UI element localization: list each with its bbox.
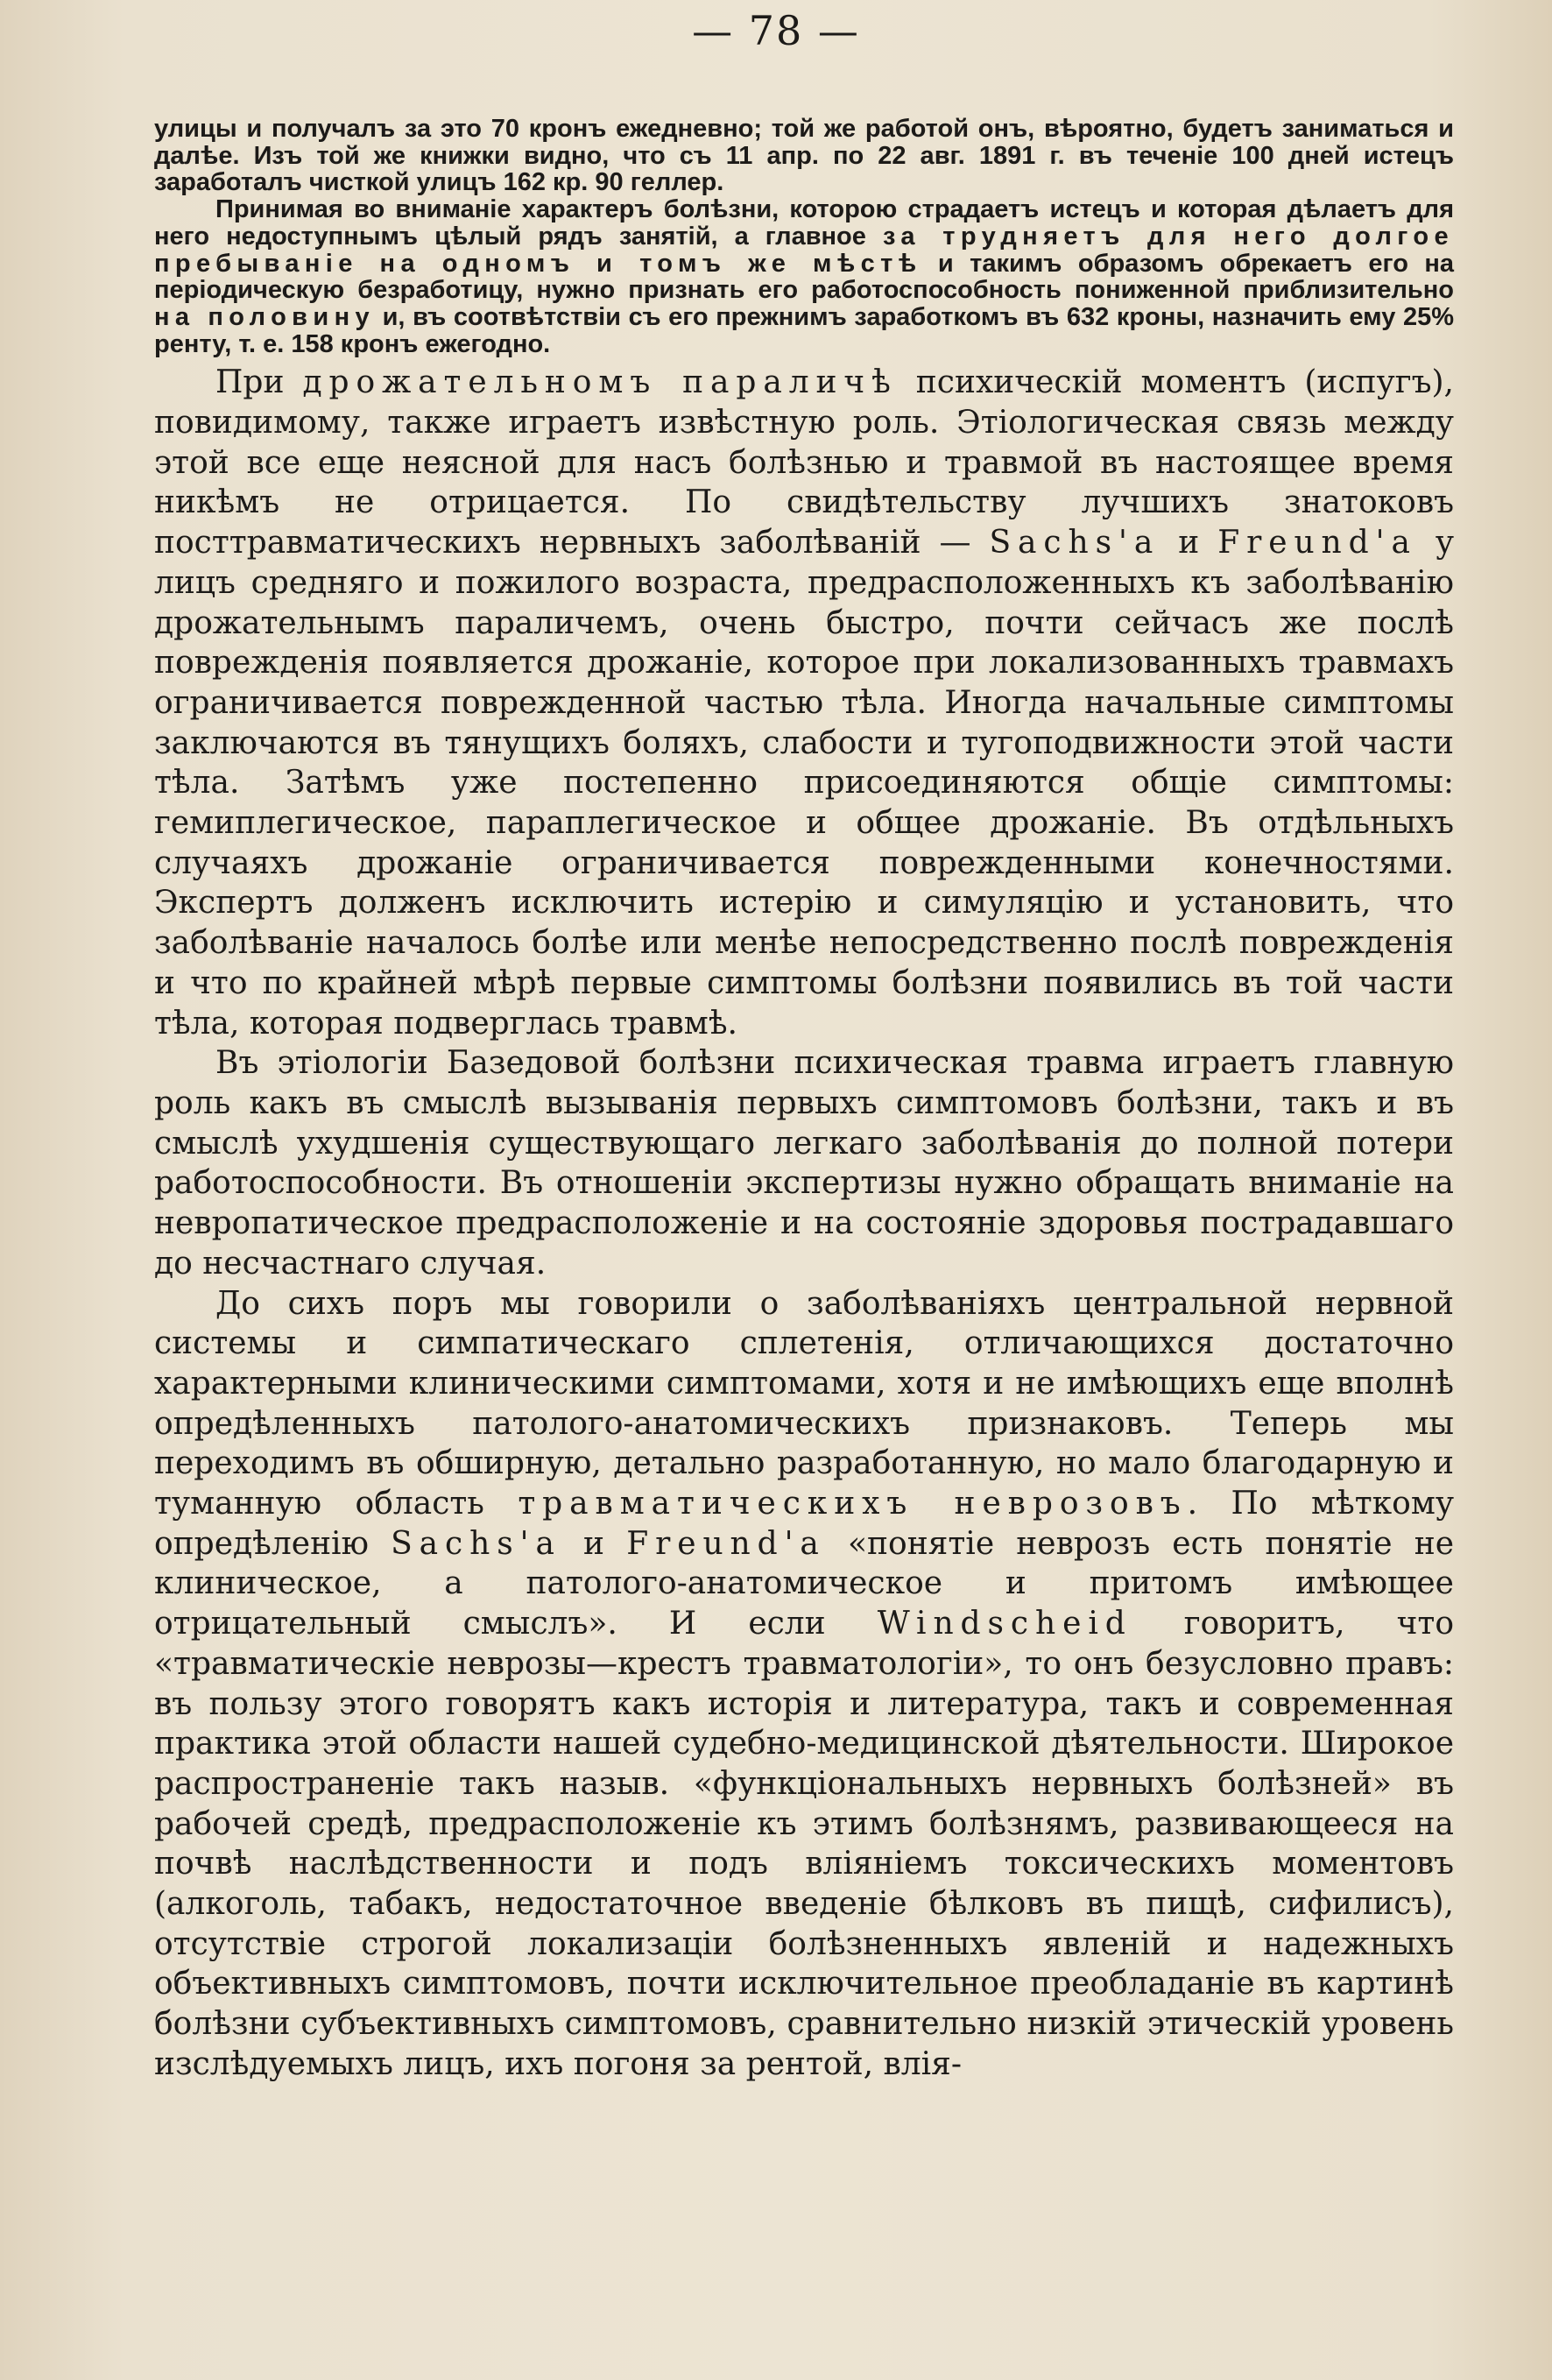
paragraph-5-text-c: и [561,1525,627,1562]
paragraph-1-text: улицы и получалъ за это 70 кронъ ежедневно; той же работой онъ, вѣроятно, будетъ заниматься и далѣе. Изъ той же книжки видно, что съ 11 апр. по 22 авг. 1891 г. въ теченіе 100 дней истецъ заработалъ чисткой улицъ 162 кр. 90 геллер. [154,115,1454,197]
paragraph-2-spaced-b: на половину [154,302,375,331]
paragraph-2-spaced-a: за трудняетъ для него долгое пребываніе на одномъ и томъ же мѣстѣ [154,222,1454,278]
paragraph-3-text-c: и [1160,525,1218,561]
paragraph-3-spaced-a: дрожательномъ параличѣ [302,364,898,401]
page-number: — 78 — [692,7,860,54]
paragraph-2 [154,196,1454,357]
paragraph-5-spaced-b: Sachs'а [391,1525,561,1562]
paragraph-2-text-c: и, въ соотвѣтствіи съ его прежнимъ заработкомъ въ 632 кроны, назначить ему 25% ренту, т. е. 158 кронъ ежегодно. [154,302,1454,358]
paragraph-5-text-a: До сихъ поръ мы говорили о заболѣваніяхъ центральной нервной системы и симпатическаго сплетенія, отличающихся достаточно характерными клиническими симптомами, хотя и не имѣющихъ еще вполнѣ опредѣленныхъ патолого-анатомическихъ признаковъ. Теперь мы переходимъ въ обширную, детально разработанную, но мало благодарную и туманную область [154,1285,1454,1522]
paragraph-2-text-a: Принимая во вниманіе характеръ болѣзни, которою страдаетъ истецъ и которая дѣлаетъ для него недоступнымъ цѣлый рядъ занятій, а главное [154,195,1454,251]
paragraph-3 [154,363,1454,1043]
paragraph-5-spaced-d: Windscheid [877,1606,1132,1642]
paragraph-2-text-b: и такимъ образомъ обрекаетъ его на періодическую безработицу, нужно признать его работоспособность пониженной приблизительно [154,249,1454,305]
paragraph-3-text-a: При [215,364,303,401]
paragraph-4 [154,1043,1454,1283]
paragraph-3-spaced-c: Freund'а [1217,525,1417,561]
paragraph-4-text: Въ этіологіи Базедовой болѣзни психическая травма играетъ главную роль какъ въ смыслѣ вызыванія первыхъ симптомовъ болѣзни, такъ и въ смыслѣ ухудшенія существующаго легкаго заболѣванія до полной потери работоспособности. Въ отношеніи экспертизы нужно обращать вниманіе на невропатическое предрасположеніе и на состояніе здоровья пострадавшаго до несчастнаго случая. [154,1045,1454,1282]
paragraph-5-text-b: . По мѣткому опредѣленію [154,1486,1455,1562]
paragraph-3-spaced-b: Sachs'а [989,525,1160,561]
body-text [154,116,1454,2085]
paragraph-1 [154,116,1454,196]
paragraph-3-text-d: у лицъ средняго и пожилого возраста, предрасположенныхъ къ заболѣванію дрожательнымъ параличемъ, очень быстро, почти сейчасъ же послѣ поврежденія появляется дрожаніе, которое при локализованныхъ травмахъ ограничивается поврежденной частью тѣла. Иногда начальные симптомы заключаются въ тянущихъ боляхъ, слабости и тугоподвижности этой части тѣла. Затѣмъ уже постепенно присоединяются общіе симптомы: гемиплегическое, параплегическое и общее дрожаніе. Въ отдѣльныхъ случаяхъ дрожаніе ограничивается поврежденными конечностями. Экспертъ долженъ исключить истерію и симуляцію и установить, что заболѣваніе началось болѣе или менѣе непосредственно послѣ поврежденія и что по крайней мѣрѣ первые симптомы болѣзни появились въ той части тѣла, которая подверглась травмѣ. [154,525,1455,1042]
paragraph-5 [154,1284,1454,2085]
paragraph-5-text-d: «понятіе неврозъ есть понятіе не клиническое, а патолого-анатомическое и притомъ имѣющее отрицательный смыслъ». И если [154,1525,1455,1642]
paragraph-5-spaced-c: Freund'а [626,1525,826,1562]
paragraph-5-spaced-a: травматическихъ неврозовъ [518,1486,1188,1522]
paragraph-5-text-e: говоритъ, что «травматическіе неврозы—крестъ травматологіи», то онъ безусловно правъ: въ пользу этого говорятъ какъ исторія и литература, такъ и современная практика этой области нашей судебно-медицинской дѣятельности. Широкое распространеніе такъ назыв. «функціональныхъ нервныхъ болѣзней» въ рабочей средѣ, предрасположеніе къ этимъ болѣзнямъ, развивающееся на почвѣ наслѣдственности и подъ вліяніемъ токсическихъ моментовъ (алкоголь, табакъ, недостаточное введеніе бѣлковъ въ пищѣ, сифилисъ), отсутствіе строгой локализаціи болѣзненныхъ явленій и надежныхъ объективныхъ симптомовъ, почти исключительное преобладаніе въ картинѣ болѣзни субъективныхъ симптомовъ, сравнительно низкій этическій уровень изслѣдуемыхъ лицъ, ихъ погоня за рентой, влія- [154,1606,1454,2082]
paragraph-3-text-b: психическій моментъ (испугъ), повидимому, также играетъ извѣстную роль. Этіологическая связь между этой все еще неясной для насъ болѣзнью и травмой въ настоящее время никѣмъ не отрицается. По свидѣтельству лучшихъ знатоковъ посттравматическихъ нервныхъ заболѣваній — [154,364,1454,561]
